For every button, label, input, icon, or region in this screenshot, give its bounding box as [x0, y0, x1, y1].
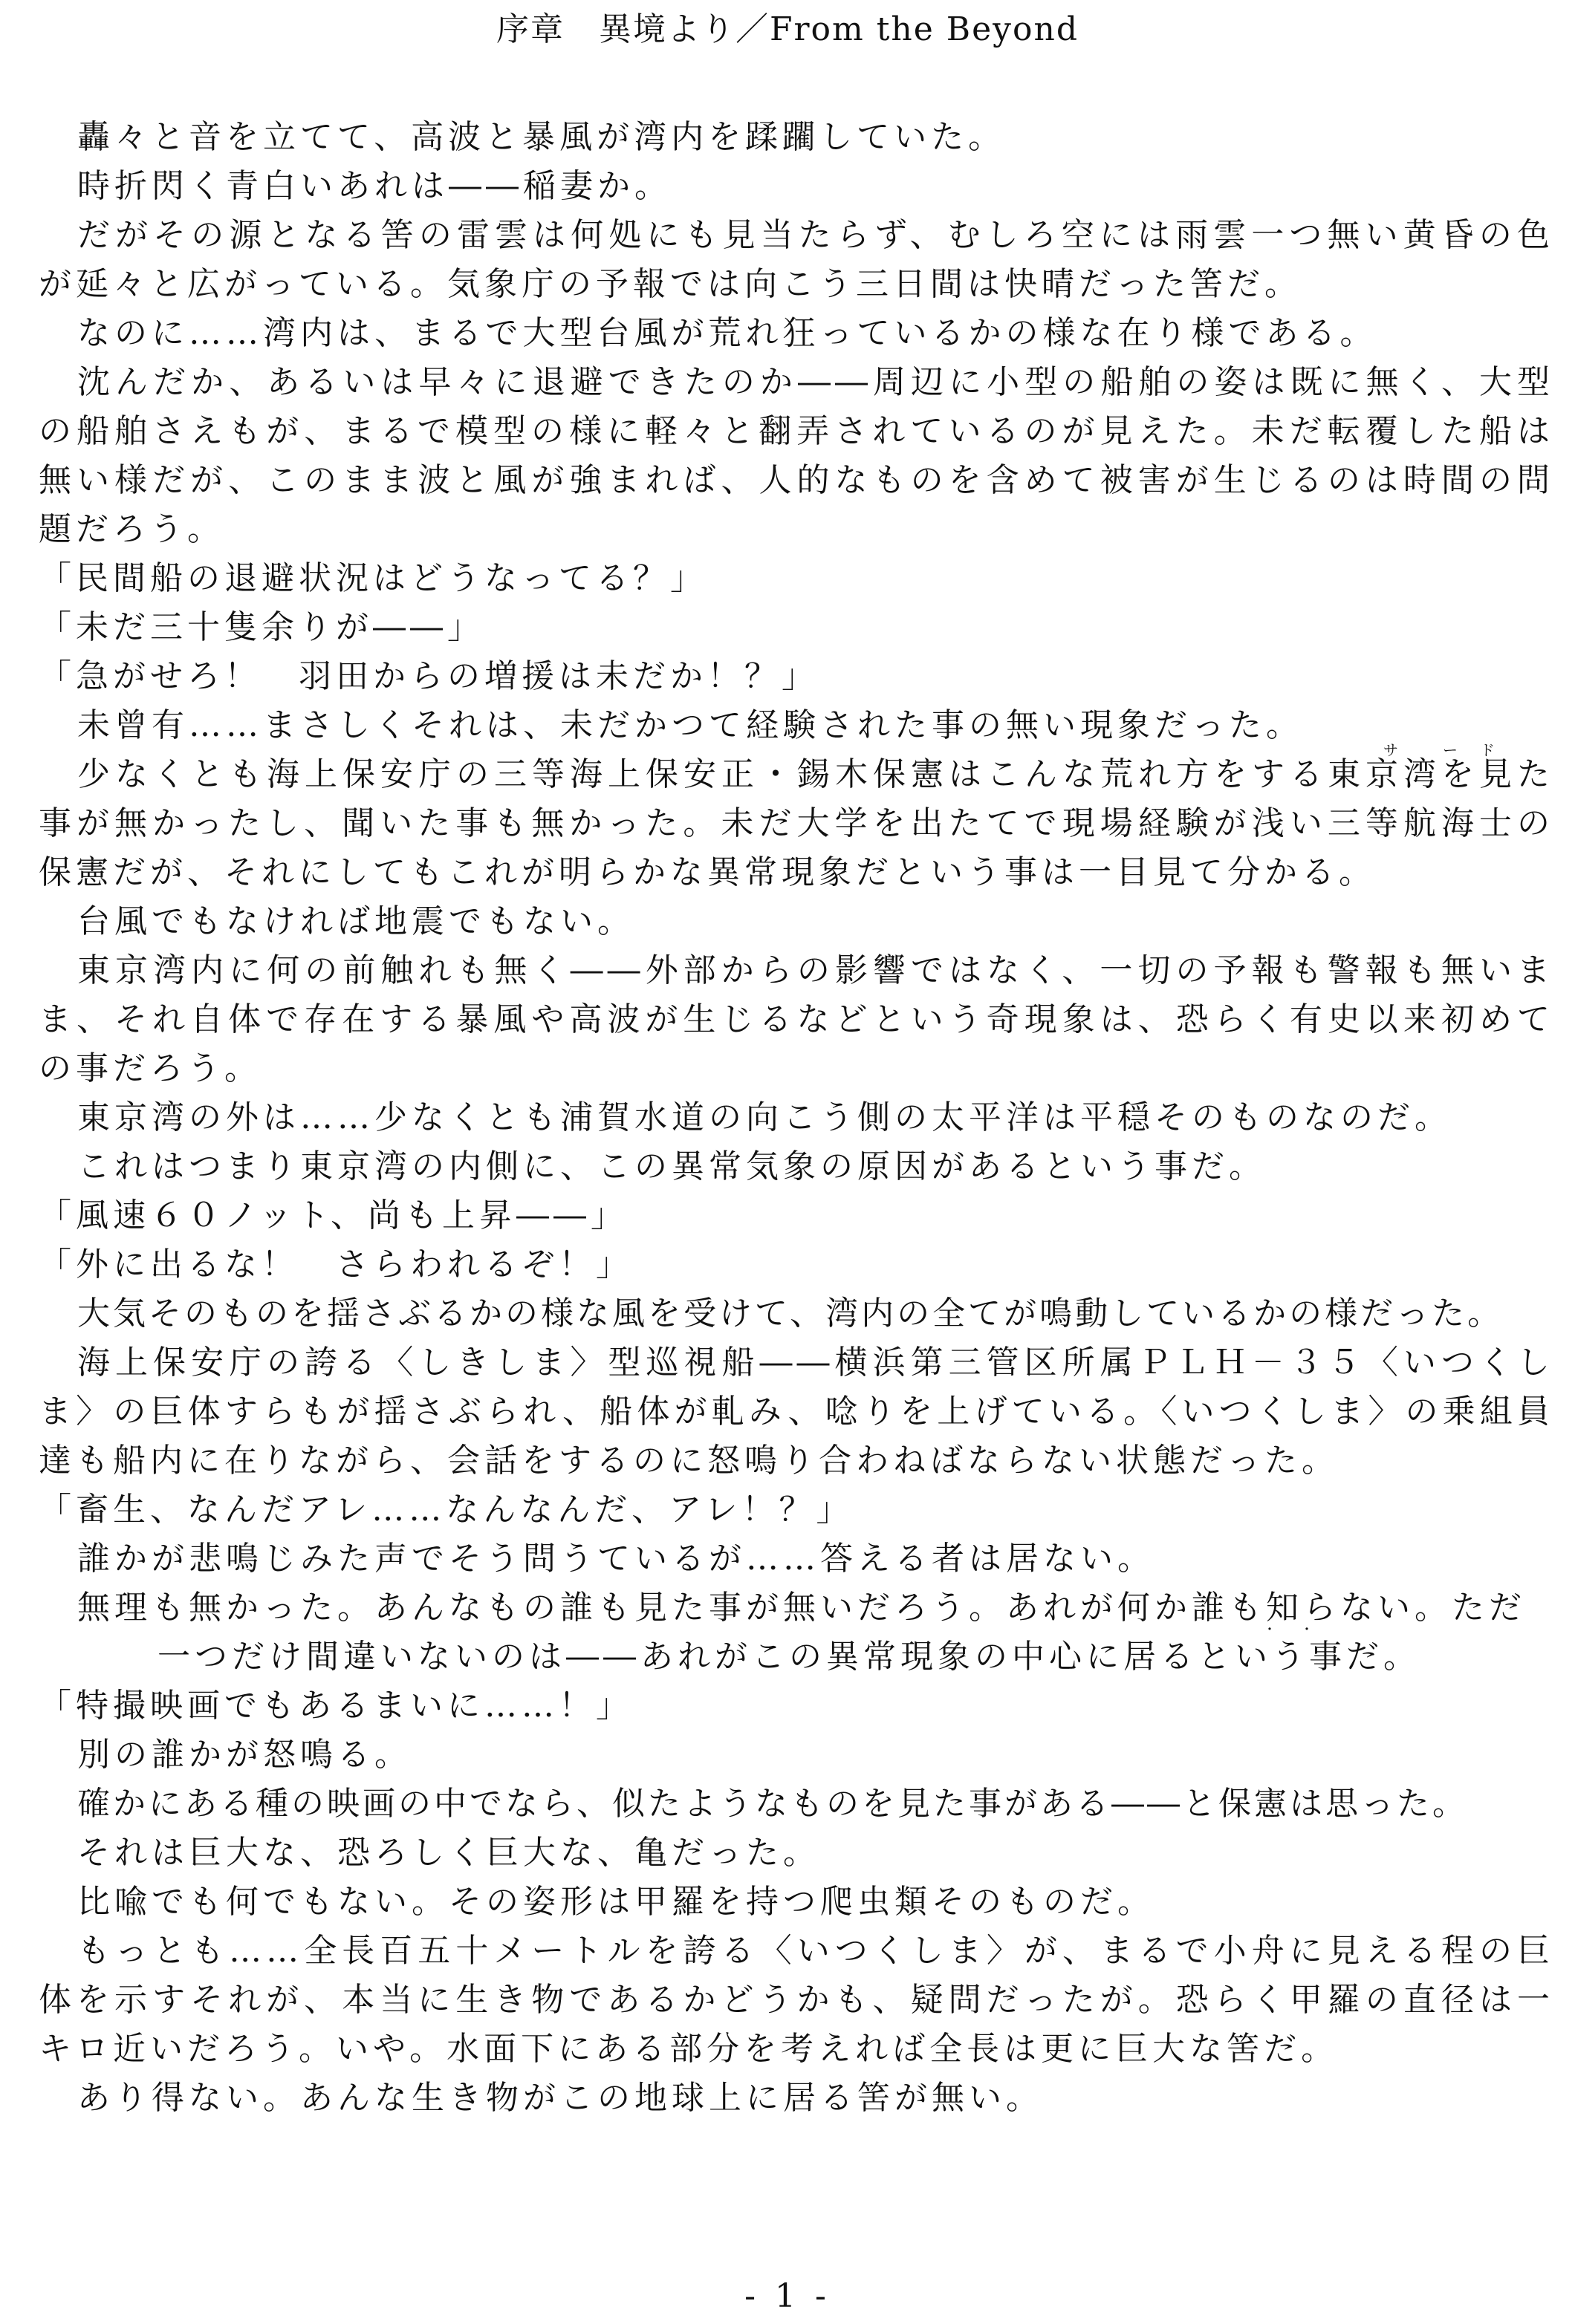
paragraph: これはつまり東京湾の内側に、この異常気象の原因があるという事だ。 [77, 1148, 1266, 1185]
ruby-sa: サ [1383, 741, 1403, 759]
paragraph: 沈んだか、あるいは早々に退避できたのか――周辺に小型の船舶の姿は既に無く、大型の船舶さえもが、まるで模型の様に軽々と翻弄されているのが見えた。未だ転覆した船は無い様だが、このまま波と風が強まれば、人的なものを含めて被害が生じるのは時間の問題だろう。 [39, 363, 1554, 548]
paragraph: 轟々と音を立てて、高波と暴風が湾内を蹂躙していた。 [77, 118, 1006, 156]
dialogue-line: 「特撮映画でもあるまいに……！」 [39, 1687, 633, 1725]
paragraph: それは巨大な、恐ろしく巨大な、亀だった。 [77, 1834, 820, 1872]
paragraph: 時折閃く青白いあれは――稲妻か。 [77, 167, 672, 205]
dialogue-line: 「未だ三十隻余りが――」 [39, 608, 484, 646]
emphasis-dot: ・ [1300, 1622, 1318, 1638]
paragraph: 未曾有……まさしくそれは、未だかつて経験された事の無い現象だった。 [77, 706, 1303, 744]
ruby-dash: ー [1443, 741, 1462, 759]
paragraph: 東京湾内に何の前触れも無く――外部からの影響ではなく、一切の予報も警報も無いまま、それ自体で存在する暴風や高波が生じるなどという奇現象は、恐らく有史以来初めての事だろう。 [39, 951, 1554, 1087]
paragraph: だがその源となる筈の雷雲は何処にも見当たらず、むしろ空には雨雲一つ無い黄昏の色が延々と広がっている。気象庁の予報では向こう三日間は快晴だった筈だ。 [39, 216, 1554, 303]
paragraph: なのに……湾内は、まるで大型台風が荒れ狂っているかの様な在り様である。 [77, 314, 1377, 352]
dialogue-line: 「外に出るな！ さらわれるぞ！」 [39, 1246, 633, 1283]
page-number: - 1 - [744, 2277, 831, 2315]
chapter-title: 序章 異境より／From the Beyond [496, 10, 1079, 48]
ruby-do: ド [1480, 741, 1499, 759]
dialogue-line: 「風速６０ノット、尚も上昇――」 [39, 1197, 628, 1234]
dialogue-line: 「急がせろ！ 羽田からの増援は未だか！？」 [39, 657, 819, 695]
paragraph: 比喩でも何でもない。その姿形は甲羅を持つ爬虫類そのものだ。 [77, 1883, 1155, 1921]
paragraph: 確かにある種の映画の中でなら、似たようなものを見た事がある――と保憲は思った。 [77, 1785, 1468, 1823]
emphasis-dot: ・ [1263, 1622, 1281, 1638]
paragraph: もっとも……全長百五十メートルを誇る〈いつくしま〉が、まるで小舟に見える程の巨体を示すそれが、本当に生き物であるかどうかも、疑問だったが。恐らく甲羅の直径は一キロ近いだろう。いや。水面下にある部分を考えれば全長は更に巨大な筈だ。 [39, 1932, 1554, 2068]
paragraph: 台風でもなければ地震でもない。 [77, 902, 634, 940]
paragraph: 東京湾の外は……少なくとも浦賀水道の向こう側の太平洋は平穏そのものなのだ。 [77, 1098, 1452, 1136]
dialogue-line: 「民間船の退避状況はどうなってる？」 [39, 559, 707, 597]
paragraph: 海上保安庁の誇る〈しきしま〉型巡視船――横浜第三管区所属ＰＬＨ－３５〈いつくしま〉の巨体すらもが揺さぶられ、船体が軋み、唸りを上げている。〈いつくしま〉の乗組員達も船内に在りながら、会話をするのに怒鳴り合わねばならない状態だった。 [39, 1344, 1554, 1480]
dialogue-line: 「畜生、なんだアレ……なんなんだ、アレ！？」 [39, 1491, 854, 1529]
paragraph-continuation: 一つだけ間違いないのは――あれがこの異常現象の中心に居るという事だ。 [158, 1638, 1420, 1676]
paragraph: あり得ない。あんな生き物がこの地球上に居る筈が無い。 [77, 2079, 1043, 2117]
body-text [39, 113, 1554, 2123]
paragraph: 別の誰かが怒鳴る。 [77, 1736, 412, 1774]
paragraph: 無理も無かった。あんなもの誰も見た事が無いだろう。あれが何か誰も知らない。ただ [77, 1589, 1526, 1627]
paragraph: 少なくとも海上保安庁の三等海上保安正・錫木保憲はこんな荒れ方をする東京湾を見た事が無かったし、聞いた事も無かった。未だ大学を出たてで現場経験が浅い三等航海士の保憲だが、それにしてもこれが明らかな異常現象だという事は一目見て分かる。 [39, 755, 1554, 891]
paragraph: 誰かが悲鳴じみた声でそう問うているが……答える者は居ない。 [77, 1540, 1155, 1578]
paragraph: 大気そのものを揺さぶるかの様な風を受けて、湾内の全てが鳴動しているかの様だった。 [77, 1295, 1504, 1332]
